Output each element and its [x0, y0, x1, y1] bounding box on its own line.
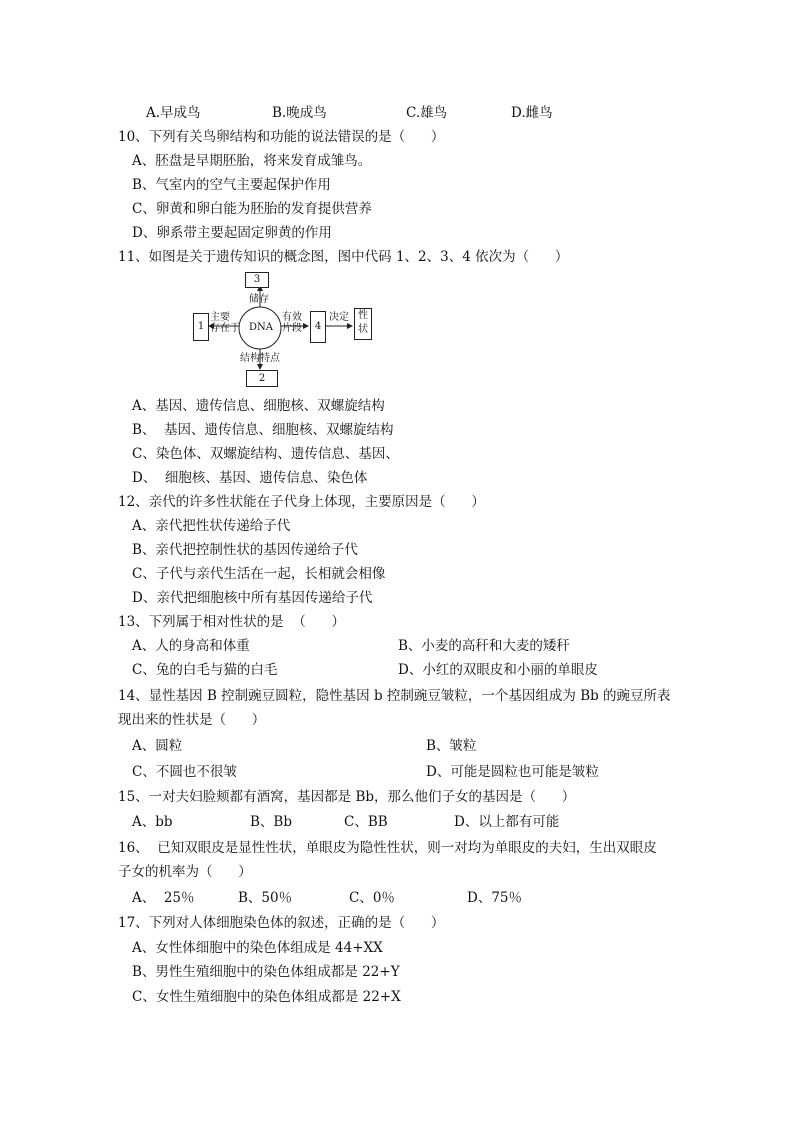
q13-option-a: A、人的身高和体重	[132, 638, 250, 654]
q16-stem-line1: 16、 已知双眼皮是显性性状，单眼皮为隐性性状，则一对均为单眼皮的夫妇，生出双眼皮	[118, 840, 657, 856]
q15-option-b: B、Bb	[250, 814, 292, 830]
q12-stem: 12、亲代的许多性状能在子代身上体现，主要原因是（ ）	[118, 494, 485, 510]
diagram-box-3: 3	[245, 272, 269, 288]
q17-stem: 17、下列对人体细胞染色体的叙述，正确的是（ ）	[118, 915, 445, 931]
diagram-box-4: 4	[310, 311, 326, 343]
q15-option-d: D、以上都有可能	[454, 814, 560, 830]
q9-option-a: A.早成鸟	[146, 105, 201, 121]
q10-stem: 10、下列有关鸟卵结构和功能的说法错误的是（ ）	[118, 129, 445, 145]
q15-option-c: C、BB	[344, 814, 388, 830]
q9-option-d: D.雌鸟	[511, 105, 553, 121]
q13-stem: 13、下列属于相对性状的是 （ ）	[118, 614, 346, 630]
q13-option-d: D、小红的双眼皮和小丽的单眼皮	[398, 662, 598, 678]
q15-stem: 15、一对夫妇脸颊都有酒窝，基因都是 Bb，那么他们子女的基因是（ ）	[118, 789, 576, 805]
q16-option-b: B、50％	[238, 890, 293, 906]
diagram-label-decide: 决定	[329, 312, 349, 323]
q13-option-c: C、兔的白毛与猫的白毛	[132, 662, 278, 678]
q16-option-a: A、 25％	[132, 890, 195, 906]
q12-option-b: B、亲代把控制性状的基因传递给子代	[132, 542, 358, 558]
q11-option-c: C、染色体、双螺旋结构、遗传信息、基因、	[132, 446, 399, 462]
q16-option-d: D、75％	[467, 890, 523, 906]
q11-option-b: B、 基因、遗传信息、细胞核、双螺旋结构	[132, 422, 394, 438]
q15-option-a: A、bb	[132, 814, 173, 830]
q11-stem: 11、如图是关于遗传知识的概念图，图中代码 1、2、3、4 依次为（ ）	[118, 249, 569, 265]
q17-option-b: B、男性生殖细胞中的染色体组成都是 22+Y	[132, 964, 400, 980]
q10-option-c: C、卵黄和卵白能为胚胎的发育提供营养	[132, 201, 372, 217]
q11-option-d: D、 细胞核、基因、遗传信息、染色体	[132, 470, 368, 486]
q12-option-c: C、子代与亲代生活在一起，长相就会相像	[132, 566, 386, 582]
q13-option-b: B、小麦的高秆和大麦的矮秆	[398, 638, 570, 654]
q14-stem-line2: 现出来的性状是（ ）	[118, 712, 266, 728]
diagram-dna-label: DNA	[249, 322, 273, 333]
diagram-box-2: 2	[246, 370, 278, 387]
diagram-label-main-exist: 主要 存在于	[210, 312, 240, 334]
q14-option-d: D、可能是圆粒也可能是皱粒	[426, 764, 599, 780]
q14-option-c: C、不圆也不很皱	[132, 764, 237, 780]
q10-option-d: D、卵系带主要起固定卵黄的作用	[132, 225, 332, 241]
diagram-label-effective: 有效 片段	[282, 312, 302, 334]
q17-option-a: A、女性体细胞中的染色体组成是 44+XX	[132, 940, 383, 956]
diagram-box-trait: 性 状	[354, 308, 372, 340]
q16-option-c: C、0％	[349, 890, 395, 906]
q10-option-a: A、胚盘是早期胚胎，将来发育成雏鸟。	[132, 153, 372, 169]
diagram-label-store: 储存	[249, 294, 269, 305]
genetics-concept-diagram	[190, 270, 400, 388]
q17-option-c: C、女性生殖细胞中的染色体组成都是 22+X	[132, 989, 401, 1005]
q14-option-a: A、圆粒	[132, 738, 183, 754]
q16-stem-line2: 子女的机率为（ ）	[118, 864, 252, 880]
q9-option-b: B.晚成鸟	[272, 105, 327, 121]
q14-option-b: B、皱粒	[426, 738, 477, 754]
diagram-box-1: 1	[193, 313, 209, 341]
q11-option-a: A、基因、遗传信息、细胞核、双螺旋结构	[132, 398, 385, 414]
q14-stem-line1: 14、显性基因 B 控制豌豆圆粒，隐性基因 b 控制豌豆皱粒，一个基因组成为 Bb 的豌豆所表	[118, 688, 671, 704]
q12-option-d: D、亲代把细胞核中所有基因传递给子代	[132, 590, 373, 606]
q10-option-b: B、气室内的空气主要起保护作用	[132, 177, 331, 193]
q9-option-c: C.雄鸟	[406, 105, 448, 121]
q12-option-a: A、亲代把性状传递给子代	[132, 518, 291, 534]
diagram-label-structure: 结构特点	[240, 353, 280, 364]
